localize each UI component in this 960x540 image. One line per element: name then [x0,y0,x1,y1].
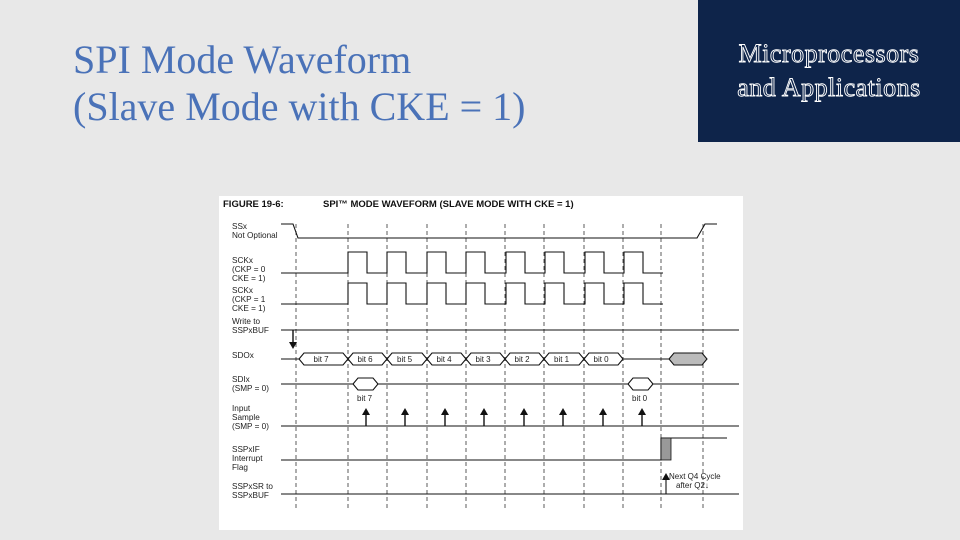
sdox-hold-cell [669,353,707,365]
figure-number: FIGURE 19-6: [223,199,284,210]
signal-label-sdox: SDOx [232,351,254,360]
signal-label-sckx-ckp1: SCKx (CKP = 1 CKE = 1) [232,286,266,313]
signal-label-ssx: SSx Not Optional [232,222,278,240]
figure-caption: SPI™ MODE WAVEFORM (SLAVE MODE WITH CKE = 1) [323,199,574,210]
slide-title-line1: SPI Mode Waveform [73,37,412,82]
sample-arrow-head [599,408,607,415]
signal-label-input-sample: Input Sample (SMP = 0) [232,404,269,431]
sample-arrow-head [480,408,488,415]
sdox-bit-label: bit 6 [357,355,373,364]
sdix-bit0-cell [628,378,653,390]
sdox-bit-label: bit 1 [554,355,570,364]
signal-label-sckx-ckp0: SCKx (CKP = 0 CKE = 1) [232,256,266,283]
sckx-ckp1-trace [281,283,663,304]
sdox-bit-label: bit 3 [475,355,491,364]
sdox-bit-label: bit 5 [397,355,413,364]
sample-arrow-head [441,408,449,415]
waveform-figure [219,196,743,530]
slide-title-line2: (Slave Mode with CKE = 1) [73,84,526,129]
sample-arrow-head [559,408,567,415]
sample-arrow-head [520,408,528,415]
course-title-line1: Microprocessors [738,39,920,68]
timing-note-line1: Next Q4 Cycle [669,472,721,481]
sckx-ckp0-trace [281,252,663,273]
sspxif-transition-box [661,438,671,460]
signal-label-write: Write to SSPxBUF [232,317,269,335]
sdox-bit-label: bit 7 [313,355,329,364]
signal-label-sspxsr: SSPxSR to SSPxBUF [232,482,273,500]
slide-title [73,36,526,130]
sdix-bit0-label: bit 0 [632,394,648,403]
sdox-bit-label: bit 4 [436,355,452,364]
signal-label-sspxif: SSPxIF Interrupt Flag [232,445,263,472]
sample-arrow-head [638,408,646,415]
sample-arrow-head [362,408,370,415]
course-banner [698,0,960,142]
sample-arrow-head [401,408,409,415]
signal-label-sdix: SDIx (SMP = 0) [232,375,269,393]
sdox-bit-label: bit 0 [593,355,609,364]
sdix-bit7-cell [353,378,378,390]
sdix-bit7-label: bit 7 [357,394,373,403]
timing-note-line2: after Q2↓ [676,481,709,490]
course-title-line2: and Applications [737,73,921,102]
waveform-diagram [219,196,743,530]
sdox-bit-label: bit 2 [514,355,530,364]
ssx-trace [281,224,717,238]
